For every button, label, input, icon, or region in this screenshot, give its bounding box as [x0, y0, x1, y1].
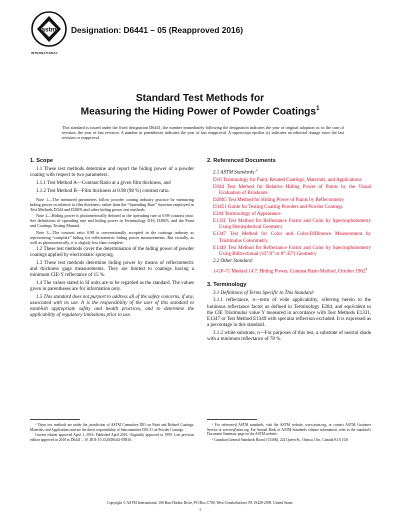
reference-title: Terminology of Appearance: [223, 212, 281, 218]
other-reference-footnote-mark: 3: [365, 267, 368, 272]
reference-item: [207, 185, 371, 197]
reference-item: [207, 212, 371, 218]
para-1-1: 1.1 These test methods determine and report the hiding power of a powder coating with respect to two parameters:: [30, 167, 194, 179]
reference-item: [207, 232, 371, 244]
reference-item: [207, 198, 371, 204]
logo-text: INTERNATIONAL: [31, 51, 58, 55]
right-column: [207, 158, 371, 345]
reference-item: [207, 219, 371, 231]
other-standard-heading: 2.2 Other Standard:: [213, 258, 254, 264]
reference-item: [207, 205, 371, 211]
title-line1: Standard Test Methods for: [135, 93, 265, 104]
note-1: Note 1—The measured parameters follow powder coating industry practice by measuring hiding power in relation to film thickness, rather than the “Spreading Rate” function employed in Test Methods D344 and D2805 and other hiding power test methods.: [30, 196, 194, 212]
reference-title: Test Method for Color and Color-Difference Measurement by Tristimulus Colorimetry: [219, 232, 371, 244]
astm-standards-heading-text: 2.1 ASTM Standards:: [213, 170, 256, 176]
reference-code-link[interactable]: E1347: [213, 232, 227, 238]
designation: Designation: D6441 – 05 (Reapproved 2016): [71, 25, 243, 35]
footnotes-left: [30, 423, 194, 443]
para-1-2: 1.2 These test methods cover the determination of the hiding power of powder coatings applied by electrostatic spraying.: [30, 246, 194, 259]
reference-code-link[interactable]: D3451: [213, 205, 227, 211]
footnotes-right: [207, 423, 371, 443]
para-1-1-2: 1.1.2 Test Method B—Film thickness at 0.98 (98 %) contrast ratio.: [36, 188, 170, 194]
scope-heading: 1. Scope: [30, 158, 54, 164]
reference-code-link[interactable]: E1349: [213, 245, 227, 251]
footnote-rule-left: [30, 419, 80, 420]
reference-list: [207, 178, 371, 258]
reference-title: Terminology for Paint, Related Coatings, Materials, and Applications: [221, 178, 362, 184]
para-1-3: 1.3 These test methods determine hiding power by means of reflectometric and thickness gage measurements. They are limited to coatings having a minimum CIE-Y reflectance of 15 %.: [30, 260, 194, 279]
preamble: This standard is issued under the fixed designation D6441; the number immediately following the designation indicates the year of original adoption or, in the case of revision, the year of last revision. A number in parentheses indicates the year of last reapproval. A superscript epsilon (ε) indicates an editorial change since the last revision or reapproval.: [62, 125, 344, 141]
left-column: [30, 158, 194, 321]
reference-item: [207, 178, 371, 184]
para-1-4: 1.4 The values stated in SI units are to be regarded as the standard. The values given in parentheses are for information only.: [30, 280, 194, 293]
reference-code-link[interactable]: E1331: [213, 219, 227, 225]
reference-title: Test Method for Hiding Power of Paints by Reflectometry: [226, 198, 345, 204]
footnote-rule-right: [207, 419, 257, 420]
reference-code-link[interactable]: E284: [213, 212, 224, 218]
svg-text:astm: astm: [41, 26, 57, 34]
footnote-1-edition: Current edition approved April 1, 2016. Published April 2016. Originally approved in 1999. Last previous edition approved in 2010 as D6441 – 10. DOI: 10.1520/D6441-05R16.: [30, 433, 194, 442]
footnote-3: ³ Canadian General Standards Board, (CGSB), 222 Queen St., Ottawa, Ont., Canada K1A 1G6.: [212, 437, 349, 442]
other-reference: [207, 266, 371, 276]
reference-code-link[interactable]: D2805: [213, 198, 227, 204]
reference-title: Test Method for Reflectance Factor and Color by Spectrophotometry Using Bidirectional (45°:0° or 0°:45°) Geometry: [219, 245, 371, 257]
reference-title: Guide for Testing Coating Powders and Powder Coatings: [226, 205, 343, 211]
reference-title: Test Method for Reflectance Factor and Color by Spectrophotometry Using Hemispherical Geometry: [219, 219, 371, 231]
definitions-heading: 3.1 Definitions of Terms Specific to This Standard:: [213, 291, 315, 297]
reference-item: [207, 246, 371, 258]
page-number: 1: [198, 507, 202, 512]
terminology-heading: 3. Terminology: [207, 281, 247, 288]
title-line2: [0, 106, 400, 117]
other-reference-text[interactable]: 1-GP-71 Method 14.7, Hiding Power, Contrast Ratio Method, October 1962: [213, 269, 366, 275]
note-3: Note 3—The contrast ratio 0.98 is conventionally accepted in the coatings industry as representing “complete” hiding for reflectometric hiding power measurements. But visually, as well as photometrically, it is slightly less than complete.: [30, 230, 194, 246]
definition-3-1-1: 3.1.1 reflectance, n—term of wide applicability, referring herein to the luminous reflectance factor as defined in Terminology E284, and equivalent to the CIE Tristimulus value Y measured in accordance with Test Methods E1331, E1347 or Test Method E1349 with specular reflection excluded. It is expressed as a percentage in this standard.: [207, 298, 371, 329]
copyright-footer: Copyright © ASTM International, 100 Barr Harbor Drive, PO Box C700, West Conshohocken, PA 19428-2959. United States: [107, 501, 293, 505]
title-line2-text: Measuring the Hiding Power of Powder Coatings: [80, 106, 317, 118]
note-2: Note 2—Hiding power is photometrically defined as the spreading rate at 0.98 contrast ratio. See definitions of spreading rate and hiding power in Terminology D16, D2805, and the Paint and Coatings Testing Manual.: [30, 213, 194, 229]
astm-standards-heading: [207, 167, 371, 177]
reference-code-link[interactable]: D16: [213, 178, 222, 184]
para-1-1-1: 1.1.1 Test Method A—Contrast Ratio at a given film thickness, and: [36, 181, 171, 187]
astm-standards-footnote-mark: 2: [255, 168, 258, 173]
footnote-1: ¹ These test methods are under the jurisdiction of ASTM Committee D01 on Paint and Related Coatings, Materials, and Applications and are the direct responsibility of Subcommittee D01.51 on Powder Coatings.: [30, 423, 194, 432]
referenced-documents-heading: 2. Referenced Documents: [207, 158, 276, 164]
title-footnote-mark: 1: [316, 106, 320, 112]
definition-3-1-2: 3.1.2 white substrate, n—For purposes of this test, a substrate of neutral shade with a minimum reflectance of 78 %.: [207, 330, 371, 343]
footnote-2: ² For referenced ASTM standards, visit the ASTM website, www.astm.org, or contact ASTM Customer Service at service@astm.org. For Annual Book of ASTM Standards volume information, refer to the standard’s Document Summary page on the ASTM website.: [207, 423, 371, 436]
astm-logo-icon: [30, 10, 68, 50]
reference-code-link[interactable]: D344: [213, 185, 225, 191]
reference-title: Test Method for Relative Hiding Power of Paints by the Visual Evaluation of Brushouts: [219, 185, 371, 197]
para-1-5: 1.5 This standard does not purport to address all of the safety concerns, if any, associated with its use. It is the responsibility of the user of this standard to establish appropriate safety and health practices, and to determine the applicability of regulatory limitations prior to use.: [30, 294, 194, 319]
